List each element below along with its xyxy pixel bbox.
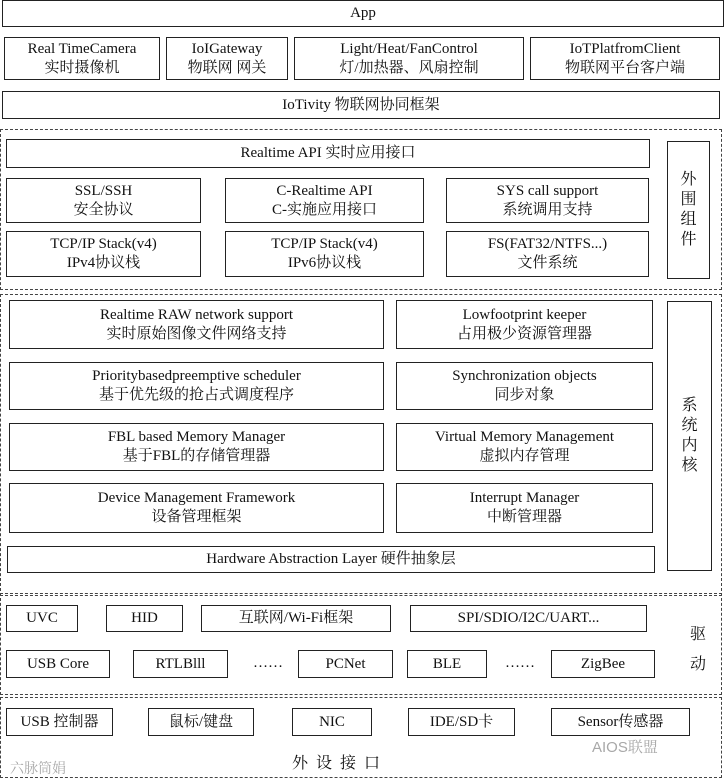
fbl-en: FBL based Memory Manager	[107, 429, 286, 445]
driver-spi-sdio-i2c-uart	[410, 605, 647, 632]
interrupt-manager	[396, 483, 653, 533]
syscall-en: SYS call support	[496, 182, 599, 199]
app-light-heat-fan	[294, 37, 524, 80]
sched-cn: 基于优先级的抢占式调度程序	[98, 387, 294, 403]
hal-label: Hardware Abstraction Layer 硬件抽象层	[206, 551, 456, 567]
external-label-char: 件	[680, 231, 697, 248]
hardware-abstraction-layer	[7, 546, 655, 573]
app-iot-gateway	[166, 37, 288, 80]
sync-cn: 同步对象	[494, 387, 555, 403]
raw-en: Realtime RAW network support	[99, 306, 294, 323]
driver-rtlblll	[133, 650, 228, 678]
c-realtime-api	[225, 178, 424, 223]
tcpip-v4-stack	[6, 231, 201, 277]
app-en: Light/Heat/FanControl	[340, 40, 478, 57]
tcp4-en: TCP/IP Stack(v4)	[50, 236, 157, 252]
drivers-label-char: 动	[689, 656, 706, 673]
vmm-en: Virtual Memory Management	[434, 429, 615, 445]
driver-label: UVC	[26, 610, 58, 626]
driver-label: USB Core	[26, 655, 90, 672]
drivers-label-char: 驱	[689, 626, 706, 643]
system-kernel-label-box	[667, 301, 712, 571]
drivers-label	[688, 625, 708, 675]
lowfoot-cn: 占用极少资源管理器	[456, 325, 592, 342]
peripheral-nic	[292, 708, 372, 736]
driver-usb-core	[6, 650, 110, 678]
kernel-label-char: 核	[681, 457, 698, 474]
sched-en: Prioritybasedpreemptive scheduler	[92, 368, 301, 384]
raw-cn: 实时原始图像文件网络支持	[106, 325, 287, 342]
kernel-label-char: 统	[681, 417, 698, 434]
device-management-framework	[9, 483, 384, 533]
ssl-cn: 安全协议	[73, 201, 134, 218]
driver-internet-wifi	[201, 605, 391, 632]
external-components-label-box	[667, 141, 710, 279]
peripheral-label: Sensor传感器	[577, 713, 664, 730]
driver-label: 互联网/Wi-Fi框架	[238, 610, 354, 626]
peripheral-ide-sd	[408, 708, 515, 736]
driver-pcnet	[298, 650, 393, 678]
app-cn: 灯/加热器、风扇控制	[339, 59, 479, 76]
lowfoot-en: Lowfootprint keeper	[462, 306, 587, 323]
realtime-api	[6, 139, 650, 168]
lowfootprint-keeper	[396, 300, 653, 349]
driver-ble	[407, 650, 487, 678]
app-layer	[2, 0, 724, 27]
file-system	[446, 231, 649, 277]
crealtime-cn: C-实施应用接口	[271, 201, 377, 218]
peripheral-usb-controller	[6, 708, 113, 736]
kernel-label-char: 系	[681, 397, 698, 414]
iotivity-framework	[2, 91, 720, 119]
peripheral-interface-label: 外 设 接 口	[292, 755, 381, 772]
app-en: IoTPlatfromClient	[569, 40, 681, 57]
iotivity-label: IoTivity 物联网协同框架	[282, 96, 440, 113]
watermark-right: AIOS联盟	[592, 739, 658, 756]
irq-en: Interrupt Manager	[469, 490, 580, 506]
priority-scheduler	[9, 362, 384, 410]
app-en: IoIGateway	[191, 40, 263, 57]
dev-cn: 设备管理框架	[151, 509, 242, 525]
driver-label: HID	[131, 610, 158, 626]
tcp6-en: TCP/IP Stack(v4)	[271, 236, 378, 252]
fs-en: FS(FAT32/NTFS...)	[487, 236, 608, 252]
sync-en: Synchronization objects	[452, 368, 597, 384]
synchronization-objects	[396, 362, 653, 410]
app-label: App	[350, 5, 376, 21]
realtime-api-label: Realtime API 实时应用接口	[240, 145, 416, 161]
app-cn: 物联网平台客户端	[564, 59, 685, 76]
peripheral-label: NIC	[319, 713, 345, 730]
crealtime-en: C-Realtime API	[276, 182, 373, 199]
app-realtime-camera	[4, 37, 160, 80]
peripheral-mouse-keyboard	[148, 708, 254, 736]
app-cn: 物联网 网关	[187, 59, 267, 76]
driver-hid	[106, 605, 183, 632]
tcp4-cn: IPv4协议栈	[66, 255, 141, 271]
peripheral-label: IDE/SD卡	[429, 713, 494, 730]
external-label-char: 围	[680, 191, 697, 208]
virtual-memory-management	[396, 423, 653, 471]
driver-ellipsis: ……	[253, 655, 283, 671]
watermark-left: 六脉筒娟	[10, 762, 66, 777]
tcpip-v6-stack	[225, 231, 424, 277]
tcp6-cn: IPv6协议栈	[287, 255, 362, 271]
driver-label: RTLBlll	[155, 655, 206, 672]
driver-label: SPI/SDIO/I2C/UART...	[457, 610, 600, 626]
irq-cn: 中断管理器	[486, 509, 562, 525]
sys-call-support	[446, 178, 649, 223]
fbl-memory-manager	[9, 423, 384, 471]
vmm-cn: 虚拟内存管理	[479, 448, 570, 464]
fbl-cn: 基于FBL的存储管理器	[122, 448, 271, 464]
driver-label: BLE	[432, 655, 462, 672]
external-label-char: 组	[680, 211, 697, 228]
syscall-cn: 系统调用支持	[502, 201, 593, 218]
peripheral-label: USB 控制器	[20, 713, 99, 730]
peripheral-sensor	[551, 708, 690, 736]
driver-ellipsis: ……	[505, 655, 535, 671]
fs-cn: 文件系统	[517, 255, 578, 271]
kernel-label-char: 内	[681, 437, 698, 454]
peripheral-label: 鼠标/键盘	[168, 713, 234, 730]
driver-label: PCNet	[325, 655, 366, 672]
app-en: Real TimeCamera	[27, 40, 137, 57]
realtime-raw-network	[9, 300, 384, 349]
ssl-ssh	[6, 178, 201, 223]
driver-zigbee	[551, 650, 655, 678]
driver-label: ZigBee	[580, 655, 626, 672]
app-cn: 实时摄像机	[44, 59, 120, 76]
app-iot-platform-client	[530, 37, 720, 80]
dev-en: Device Management Framework	[97, 490, 296, 506]
driver-uvc	[6, 605, 78, 632]
ssl-en: SSL/SSH	[74, 182, 133, 199]
external-label-char: 外	[680, 171, 697, 188]
